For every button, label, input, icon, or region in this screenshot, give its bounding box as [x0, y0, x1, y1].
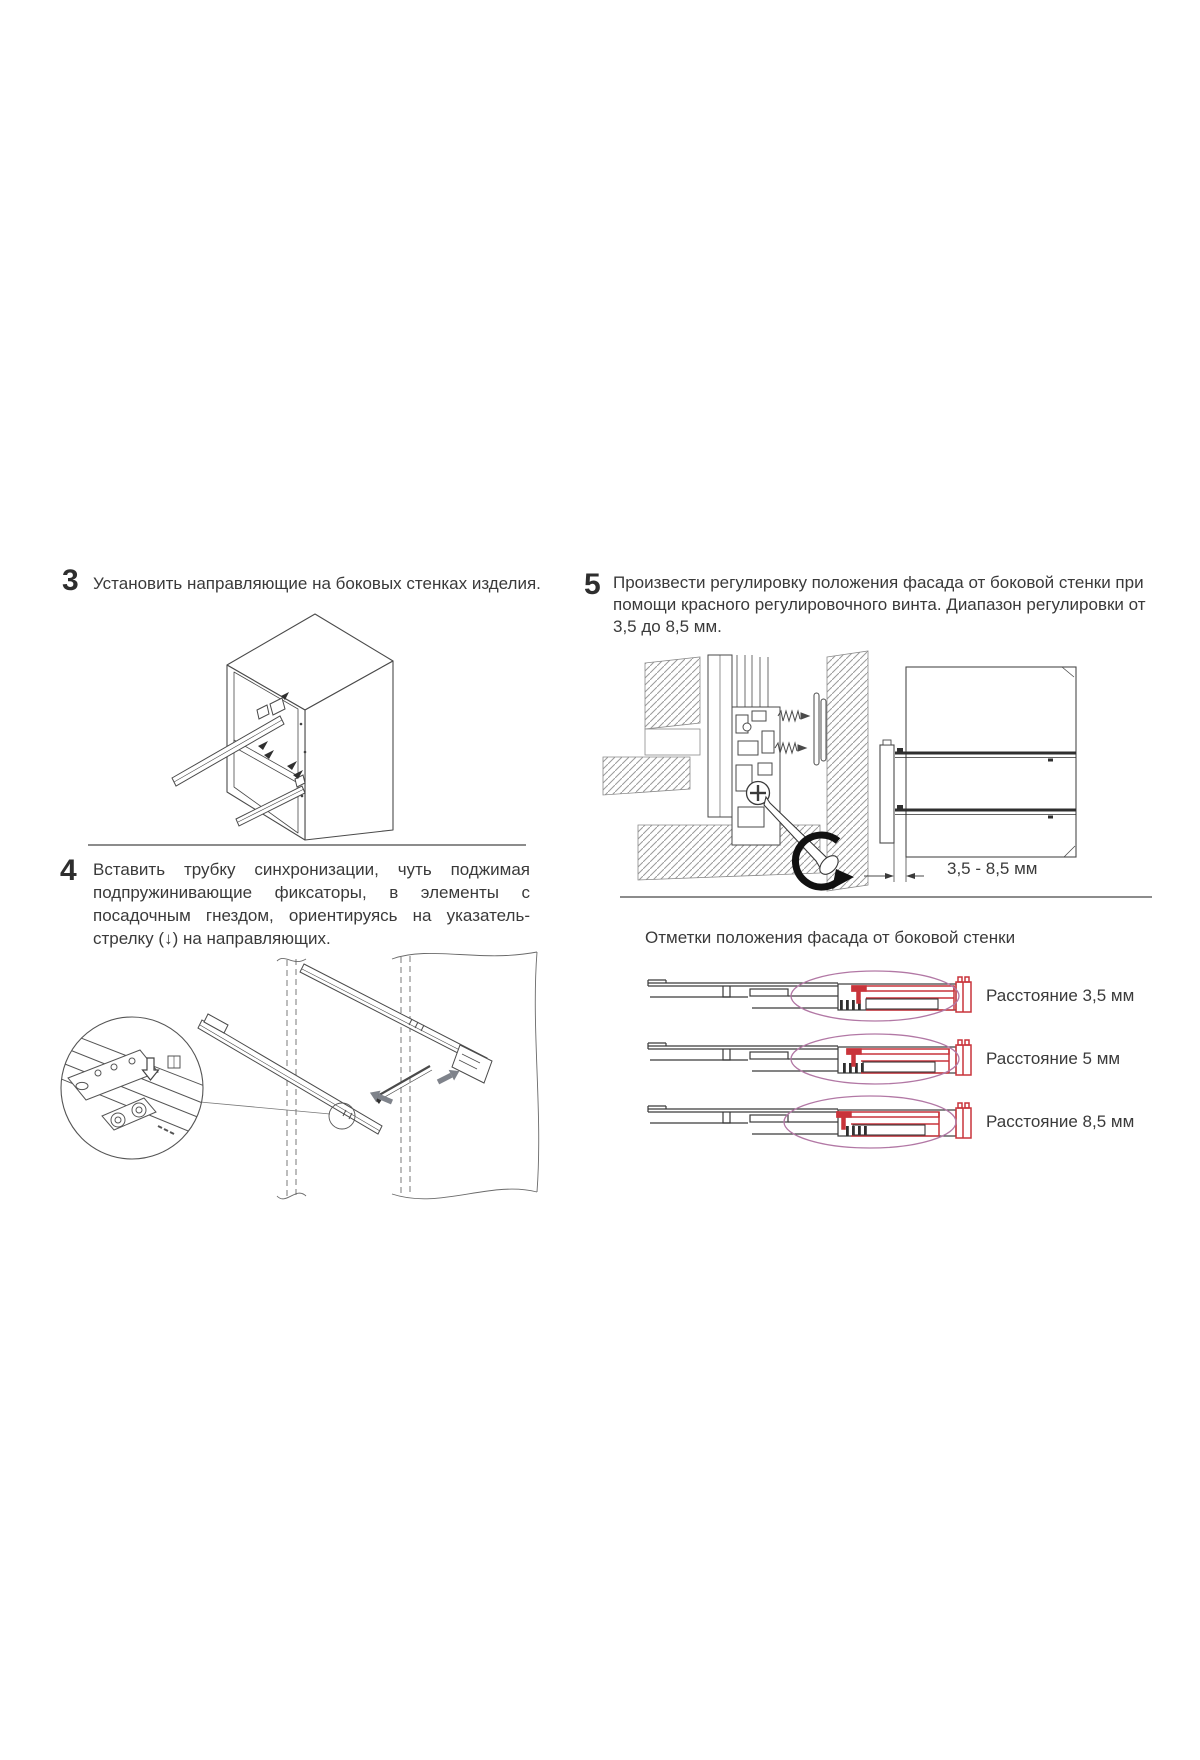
mount-bracket — [814, 693, 819, 765]
upper-rail — [300, 964, 492, 1083]
step-4-line: посадочным гнездом, ориентируясь на указатель- — [93, 906, 530, 925]
magnifier-detail — [50, 1017, 220, 1159]
facade-side-view — [880, 745, 894, 843]
rail-profile-lines — [732, 655, 768, 707]
step-3-line: Установить направляющие на боковых стенках изделия. — [93, 574, 541, 593]
step-3-number: 3 — [62, 564, 79, 597]
side-view — [864, 667, 1076, 882]
step-3-text — [93, 572, 543, 595]
right-column-separator — [620, 896, 1152, 898]
distance-row-diagram-1 — [648, 971, 971, 1021]
insert-direction-arrows — [368, 1066, 463, 1108]
distance-row-diagram-2 — [648, 1034, 971, 1084]
adjustment-diagram — [580, 645, 1160, 900]
step-4-line: стрелку (↓) на направляющих. — [93, 929, 331, 948]
distance-label-1: Расстояние 3,5 мм — [986, 986, 1135, 1005]
dimension-label: 3,5 - 8,5 мм — [947, 859, 1038, 878]
distance-row-diagram-3 — [648, 1096, 971, 1148]
step-5-number: 5 — [584, 568, 601, 601]
drawer-bottom-section — [603, 757, 690, 795]
sync-tube-diagram — [40, 930, 540, 1225]
panel-break-lines — [277, 952, 539, 1199]
cabinet-diagram — [130, 600, 460, 850]
step-4-line: Вставить трубку синхронизации, чуть поджимая — [93, 860, 530, 879]
step-5-line: помощи красного регулировочного винта. Диапазон регулировки от — [613, 595, 1146, 614]
step-5-text — [613, 572, 1165, 638]
front-panel — [645, 729, 700, 755]
step-5-line: 3,5 до 8,5 мм. — [613, 617, 722, 636]
marks-section-title: Отметки положения фасада от боковой стенки — [645, 928, 1016, 947]
side-wall-section — [827, 651, 868, 891]
lower-rail — [198, 1014, 382, 1134]
step-4-number: 4 — [60, 854, 77, 887]
step-5-line: Произвести регулировку положения фасада от боковой стенки при — [613, 573, 1144, 592]
callout-leader-line — [200, 1102, 330, 1114]
step-4-line: подпружинивающие фиксаторы, в элементы с — [93, 883, 530, 902]
cabinet-side-panel — [906, 667, 1076, 857]
upper-rail-bracket — [452, 1045, 492, 1083]
cross-section-view — [603, 651, 868, 891]
distance-label-3: Расстояние 8,5 мм — [986, 1112, 1135, 1131]
drawer-front-section — [645, 657, 700, 729]
distance-label-2: Расстояние 5 мм — [986, 1049, 1121, 1068]
left-column-separator — [88, 844, 526, 846]
